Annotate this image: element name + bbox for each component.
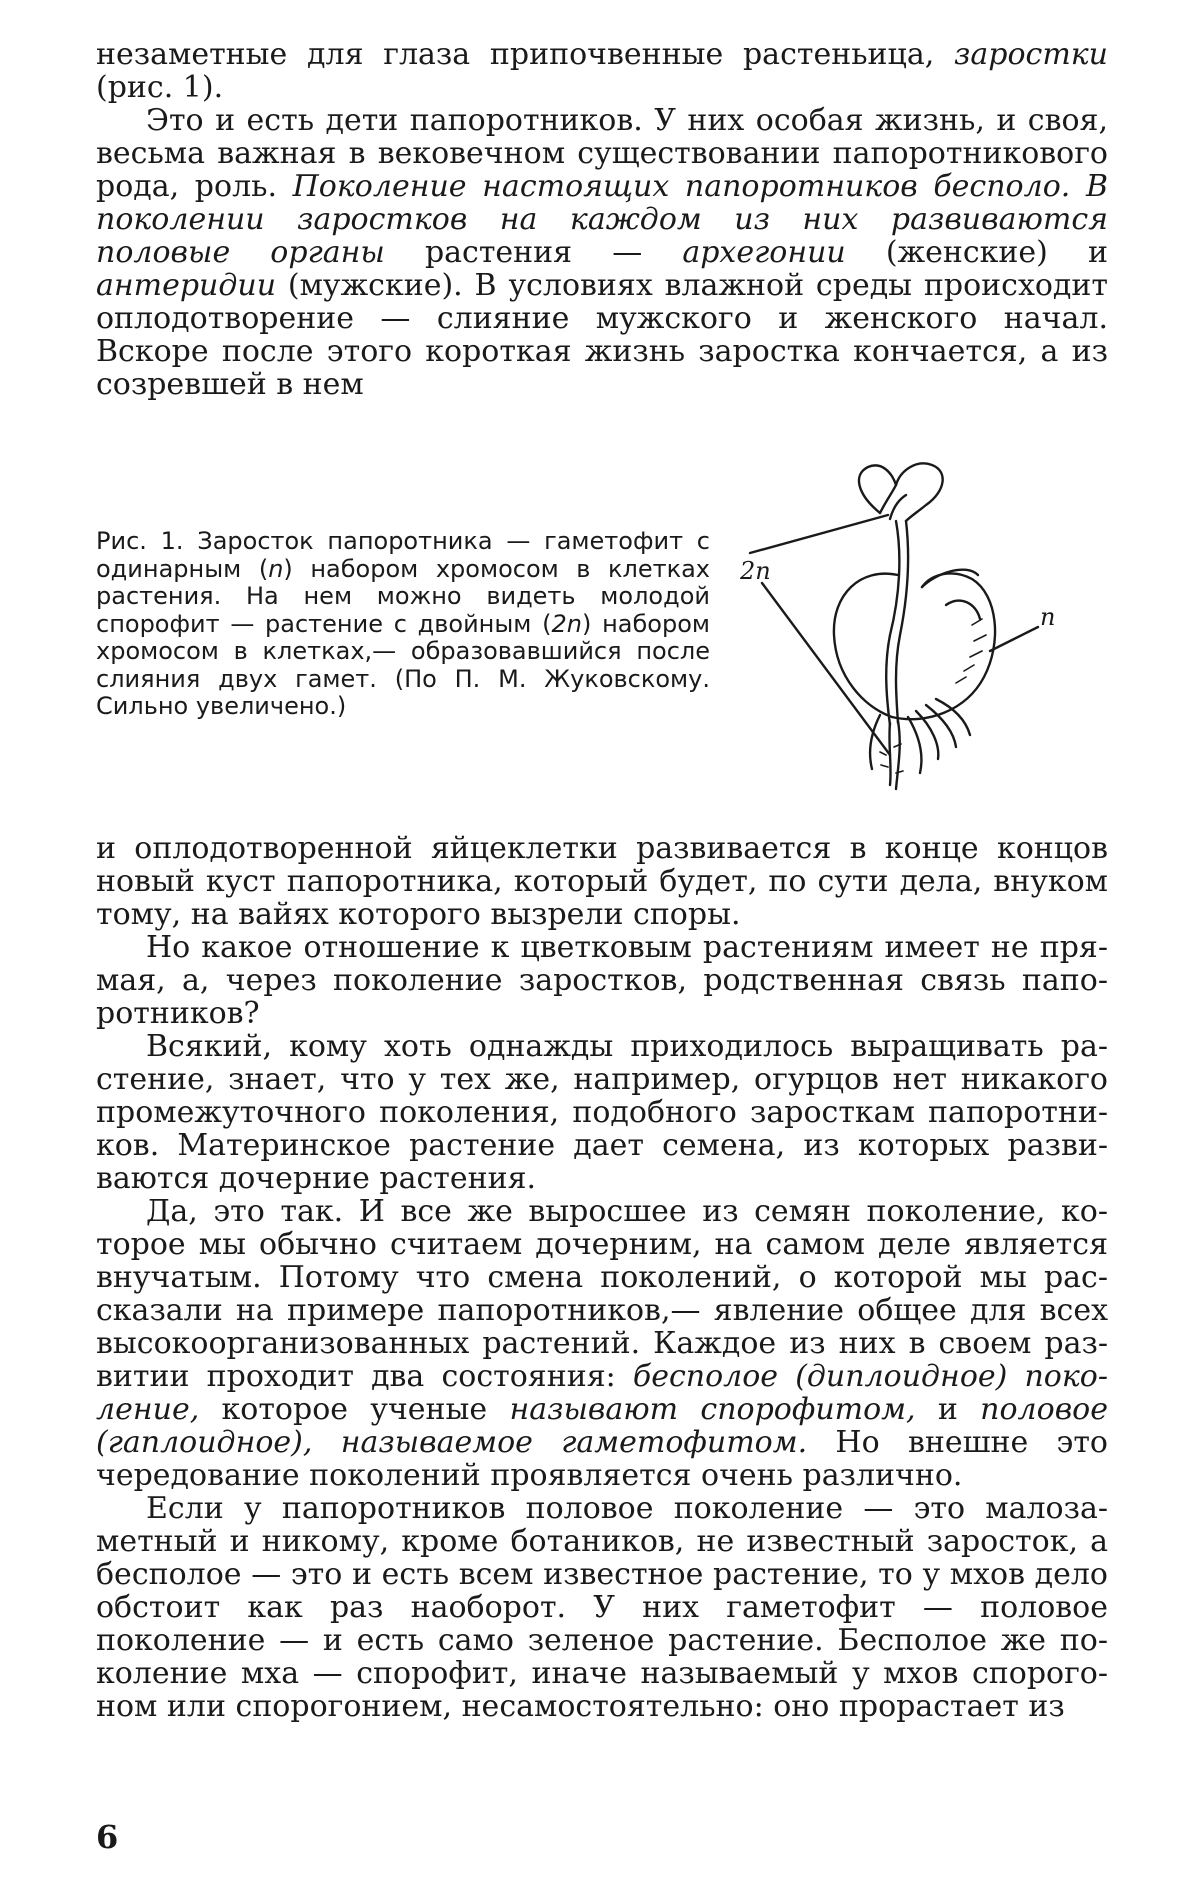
paragraph xyxy=(96,931,1108,1030)
italic-run: называют спорофитом, xyxy=(509,1392,916,1427)
paragraph xyxy=(96,38,1108,104)
text-run: Рис. 1. Заросток папоротника — гаметофит с одинарным ( xyxy=(96,527,710,583)
paragraph xyxy=(96,832,1108,931)
text-run: которое ученые xyxy=(199,1392,510,1427)
label-2n: 2n xyxy=(740,557,771,585)
text-run: Это и есть дети папоротников. У них особая жизнь, и своя, весьма важная в вековечном существовании папоротникового рода, роль. xyxy=(96,103,1108,204)
text-run: ) набором хромосом в клетках,— образовавшийся после слияния двух гамет. (По П. М. Жуковскому. Сильно увеличено.) xyxy=(96,609,710,720)
italic-run: n xyxy=(268,554,284,583)
paragraph xyxy=(96,104,1108,401)
text-run: Всякий, кому хоть однажды приходилось выращивать растение, знает, что у тех же, например, огурцов нет никакого промежуточного поколения, подобного заросткам папоротников. Материнское растение дает семена, из которых развиваются дочерние растения. xyxy=(96,1029,1108,1196)
italic-run: антеридии xyxy=(96,268,277,303)
text-run: (мужские). В условиях влажной среды происходит оплодотворение — слияние мужского и женского начал. Вскоре после этого короткая жизнь заростка кончается, а из созревшей в нем xyxy=(96,268,1108,402)
leader-line-n xyxy=(990,627,1038,651)
italic-run: заростки xyxy=(954,37,1108,72)
italic-run: половое (гаплоидное), называемое гаметофитом. xyxy=(96,1392,1108,1460)
text-run: Если у папоротников половое поколение — это малозаметный и никому, кроме ботаников, не известный заросток, а бесполое — это и есть всем известное растение, то у мхов дело обстоит как раз наоборот. У них гаметофит — половое поколение — и есть само зеленое растение. Бесполое же поколение мха — спорофит, иначе называемый у мхов спорогоном или спорогонием, несамостоятельно: оно прорастает из xyxy=(96,1491,1108,1724)
paragraph xyxy=(96,1195,1108,1492)
paragraph xyxy=(96,1492,1108,1723)
gametophyte-body xyxy=(834,573,995,719)
text-run: Но внешне это чередование поколений проявляется очень различно. xyxy=(96,1425,1108,1493)
text-run: и xyxy=(915,1392,981,1427)
paragraph xyxy=(96,1030,1108,1195)
text-run: Но какое отношение к цветковым растениям имеет не прямая, а, через поколение заростков, родственная связь папоротников? xyxy=(96,930,1108,1031)
leader-line-2n-leaf xyxy=(750,515,888,553)
italic-run: архегонии xyxy=(682,235,846,270)
text-run: (рис. 1). xyxy=(96,70,224,105)
page-number: 6 xyxy=(96,1818,119,1856)
italic-run: бесполое (диплоидное) поколение, xyxy=(96,1359,1108,1427)
label-n: n xyxy=(1040,603,1056,631)
sporophyte-leaf xyxy=(859,463,943,521)
italic-run: 2n xyxy=(551,609,582,638)
text-run: и оплодотворенной яйцеклетки развивается в конце концов новый куст папоротника, который будет, по сути дела, внуком тому, на вайях которого вызрели споры. xyxy=(96,831,1108,932)
leader-line-2n-root xyxy=(762,583,890,755)
text-run: Да, это так. И все же выросшее из семян поколение, которое мы обычно считаем дочерним, на самом деле является внучатым. Потому что смена поколений, о которой мы рассказали на примере папоротников,— явление общее для всех высокоорганизованных растений. Каждое из них в своем развитии проходит два состояния: xyxy=(96,1194,1108,1394)
figure-caption xyxy=(96,528,710,721)
text-run: ) набором хромосом в клетках растения. На нем можно видеть молодой спорофит — растение с двойным ( xyxy=(96,554,711,638)
text-run: незаметные для глаза припочвенные растеньица, xyxy=(96,37,954,72)
body-text-bottom xyxy=(96,832,1108,1723)
figure-fern-gametophyte xyxy=(740,455,1120,800)
fern-gametophyte-drawing xyxy=(740,455,1120,800)
italic-run: Поколение настоящих папоротников бесполо. В поколении заростков на каждом из них развиваются половые органы xyxy=(96,169,1108,270)
text-run: растения — xyxy=(384,235,683,270)
caption-paragraph xyxy=(96,528,710,721)
body-text-top xyxy=(96,38,1108,401)
text-run: (женские) и xyxy=(845,235,1108,270)
